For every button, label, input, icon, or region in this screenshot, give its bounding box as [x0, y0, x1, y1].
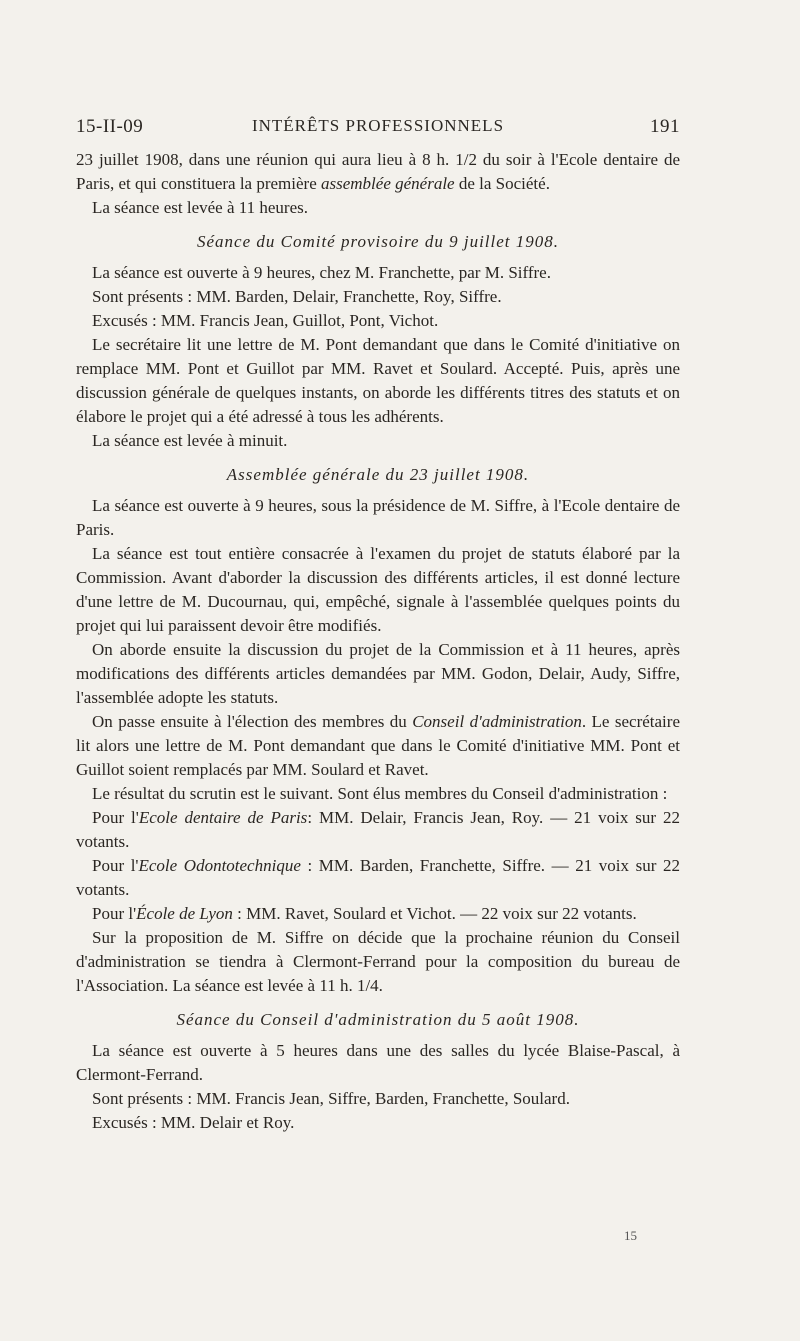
signature-mark: 15: [624, 1228, 637, 1243]
paragraph: 23 juillet 1908, dans une réunion qui aura lieu à 8 h. 1/2 du soir à l'Ecole dentaire de Paris, et qui constituera la première assemblée générale de la Société.: [76, 150, 680, 193]
paragraph: Excusés : MM. Delair et Roy.: [92, 1113, 295, 1132]
paragraph: Le secrétaire lit une lettre de M. Pont demandant que dans le Comité d'initiative on remplace MM. Pont et Guillot par MM. Ravet et Soulard. Accepté. Puis, après une discussion générale de quelques instants, on aborde les différents titres des statuts et on élabore le projet qui a été adressé à tous les adhérents.: [76, 335, 680, 426]
paragraph: La séance est ouverte à 9 heures, sous la présidence de M. Siffre, à l'Ecole dentaire de Paris.: [76, 496, 680, 539]
paragraph: Sont présents : MM. Barden, Delair, Franchette, Roy, Siffre.: [92, 287, 502, 306]
paragraph: On aborde ensuite la discussion du projet de la Commission et à 11 heures, après modifications des différents articles demandées par MM. Godon, Delair, Audy, Siffre, l'assemblée adopte les statuts.: [76, 640, 680, 707]
paragraph: La séance est ouverte à 5 heures dans une des salles du lycée Blaise-Pascal, à Clermont-Ferrand.: [76, 1041, 680, 1084]
issue-date: 15-II-09: [76, 116, 144, 137]
paragraph: La séance est ouverte à 9 heures, chez M. Franchette, par M. Siffre.: [92, 263, 551, 282]
paragraph: Le résultat du scrutin est le suivant. Sont élus membres du Conseil d'administration :: [92, 784, 668, 803]
page-number: 191: [650, 116, 680, 137]
section-heading: Assemblée générale du 23 juillet 1908.: [226, 465, 530, 484]
paragraph: Sur la proposition de M. Siffre on décide que la prochaine réunion du Conseil d'administration se tiendra à Clermont-Ferrand pour la composition du bureau de l'Association. La séance est levée à 11 h. 1/4.: [76, 928, 680, 995]
paragraph: Excusés : MM. Francis Jean, Guillot, Pont, Vichot.: [92, 311, 439, 330]
article-body: [76, 148, 680, 1135]
paragraph: La séance est tout entière consacrée à l'examen du projet de statuts élaboré par la Commission. Avant d'aborder la discussion des différents articles, il est donné lecture d'une lettre de M. Ducournau, qui, empêché, signale à l'assemblée quelques points du projet qui lui paraissent devoir être modifiés.: [76, 544, 680, 635]
paragraph: Pour l'Ecole Odontotechnique : MM. Barden, Franchette, Siffre. — 21 voix sur 22 votants.: [76, 856, 680, 899]
paragraph: Pour l'Ecole dentaire de Paris: MM. Delair, Francis Jean, Roy. — 21 voix sur 22 votants.: [76, 808, 681, 851]
running-title: INTÉRÊTS PROFESSIONNELS: [251, 116, 505, 135]
section-heading: Séance du Conseil d'administration du 5 août 1908.: [176, 1010, 580, 1029]
paragraph: La séance est levée à minuit.: [92, 431, 288, 450]
paragraph: Sont présents : MM. Francis Jean, Siffre, Barden, Franchette, Soulard.: [92, 1089, 570, 1108]
paragraph: Pour l'École de Lyon : MM. Ravet, Soulard et Vichot. — 22 voix sur 22 votants.: [92, 904, 637, 923]
section-heading: Séance du Comité provisoire du 9 juillet 1908.: [196, 232, 560, 251]
paragraph: La séance est levée à 11 heures.: [92, 198, 309, 217]
paragraph: On passe ensuite à l'élection des membres du Conseil d'administration. Le secrétaire lit alors une lettre de M. Pont demandant que dans le Comité d'initiative MM. Pont et Guillot soient remplacés par MM. Soulard et Ravet.: [76, 712, 680, 779]
